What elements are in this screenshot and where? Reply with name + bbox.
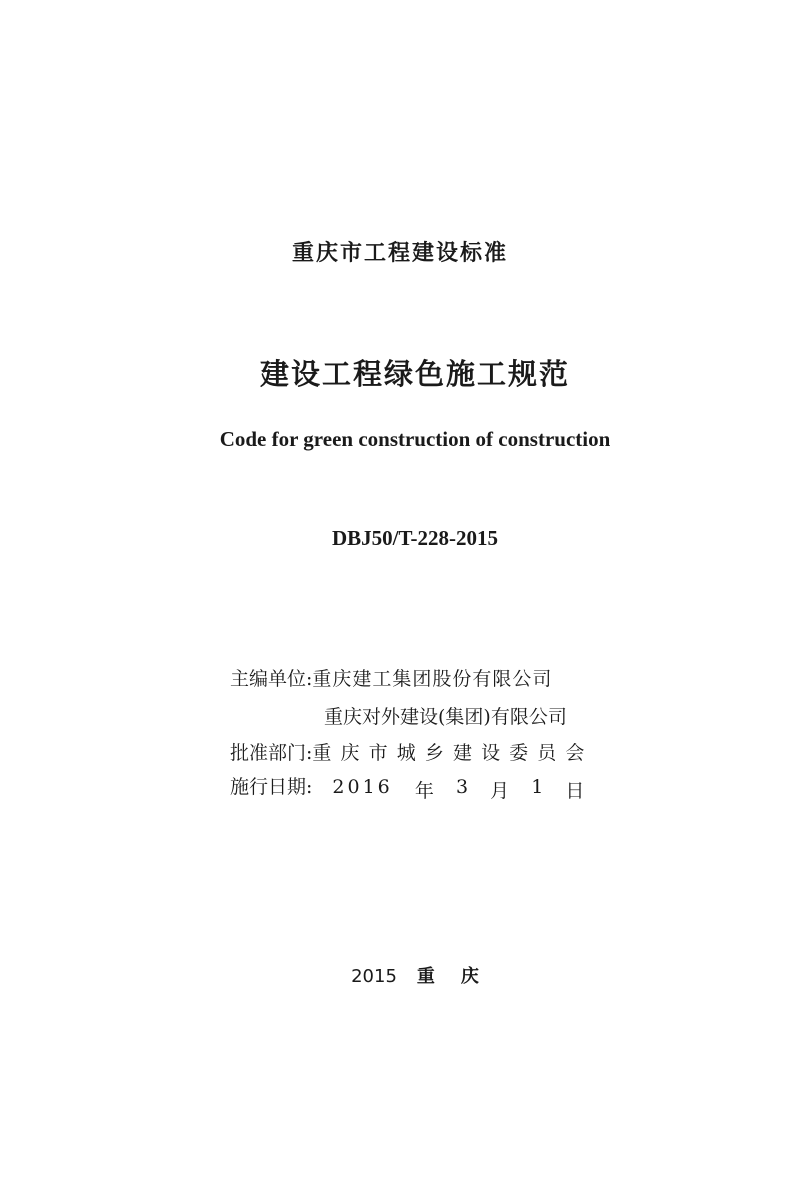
approver-value xyxy=(312,738,584,765)
approver-row xyxy=(230,738,584,765)
approver-char: 乡 xyxy=(424,742,444,764)
approver-label: 批准部门: xyxy=(230,742,313,764)
approver-char: 委 xyxy=(509,742,529,764)
effective-month: 3 xyxy=(455,776,469,798)
publication-footer xyxy=(0,962,800,988)
publication-city-char: 庆 xyxy=(460,966,479,987)
english-title: Code for green construction of construction xyxy=(219,427,611,451)
effective-date-value xyxy=(312,776,584,803)
series-title: 重庆市工程建设标准 xyxy=(291,241,508,266)
publication-city-char: 重 xyxy=(416,966,435,987)
approver-char: 城 xyxy=(396,742,416,764)
approver-char: 庆 xyxy=(340,742,360,764)
co-editor-value: 重庆对外建设(集团)有限公司 xyxy=(324,706,567,728)
standard-code: DBJ50/T-228-2015 xyxy=(331,526,499,550)
approver-char: 会 xyxy=(565,742,585,764)
effective-date-label: 施行日期: xyxy=(230,776,313,798)
effective-year: 2016 xyxy=(332,776,393,798)
effective-day-unit: 日 xyxy=(565,780,585,802)
effective-day: 1 xyxy=(531,776,544,798)
main-title: 建设工程绿色施工规范 xyxy=(259,357,570,391)
publication-year: 2015 xyxy=(351,966,397,987)
effective-month-unit: 月 xyxy=(490,780,510,802)
approver-char: 市 xyxy=(368,742,388,764)
approver-char: 员 xyxy=(537,742,557,764)
effective-date-row xyxy=(230,772,584,803)
chief-editor-row xyxy=(230,664,552,691)
approver-char: 重 xyxy=(312,742,332,764)
effective-year-unit: 年 xyxy=(414,780,434,802)
approver-char: 建 xyxy=(452,742,472,764)
co-editor-row xyxy=(324,702,567,729)
chief-editor-label: 主编单位: xyxy=(230,668,313,690)
publication-city xyxy=(417,966,479,987)
chief-editor-value: 重庆建工集团股份有限公司 xyxy=(312,668,553,690)
approver-char: 设 xyxy=(481,742,501,764)
